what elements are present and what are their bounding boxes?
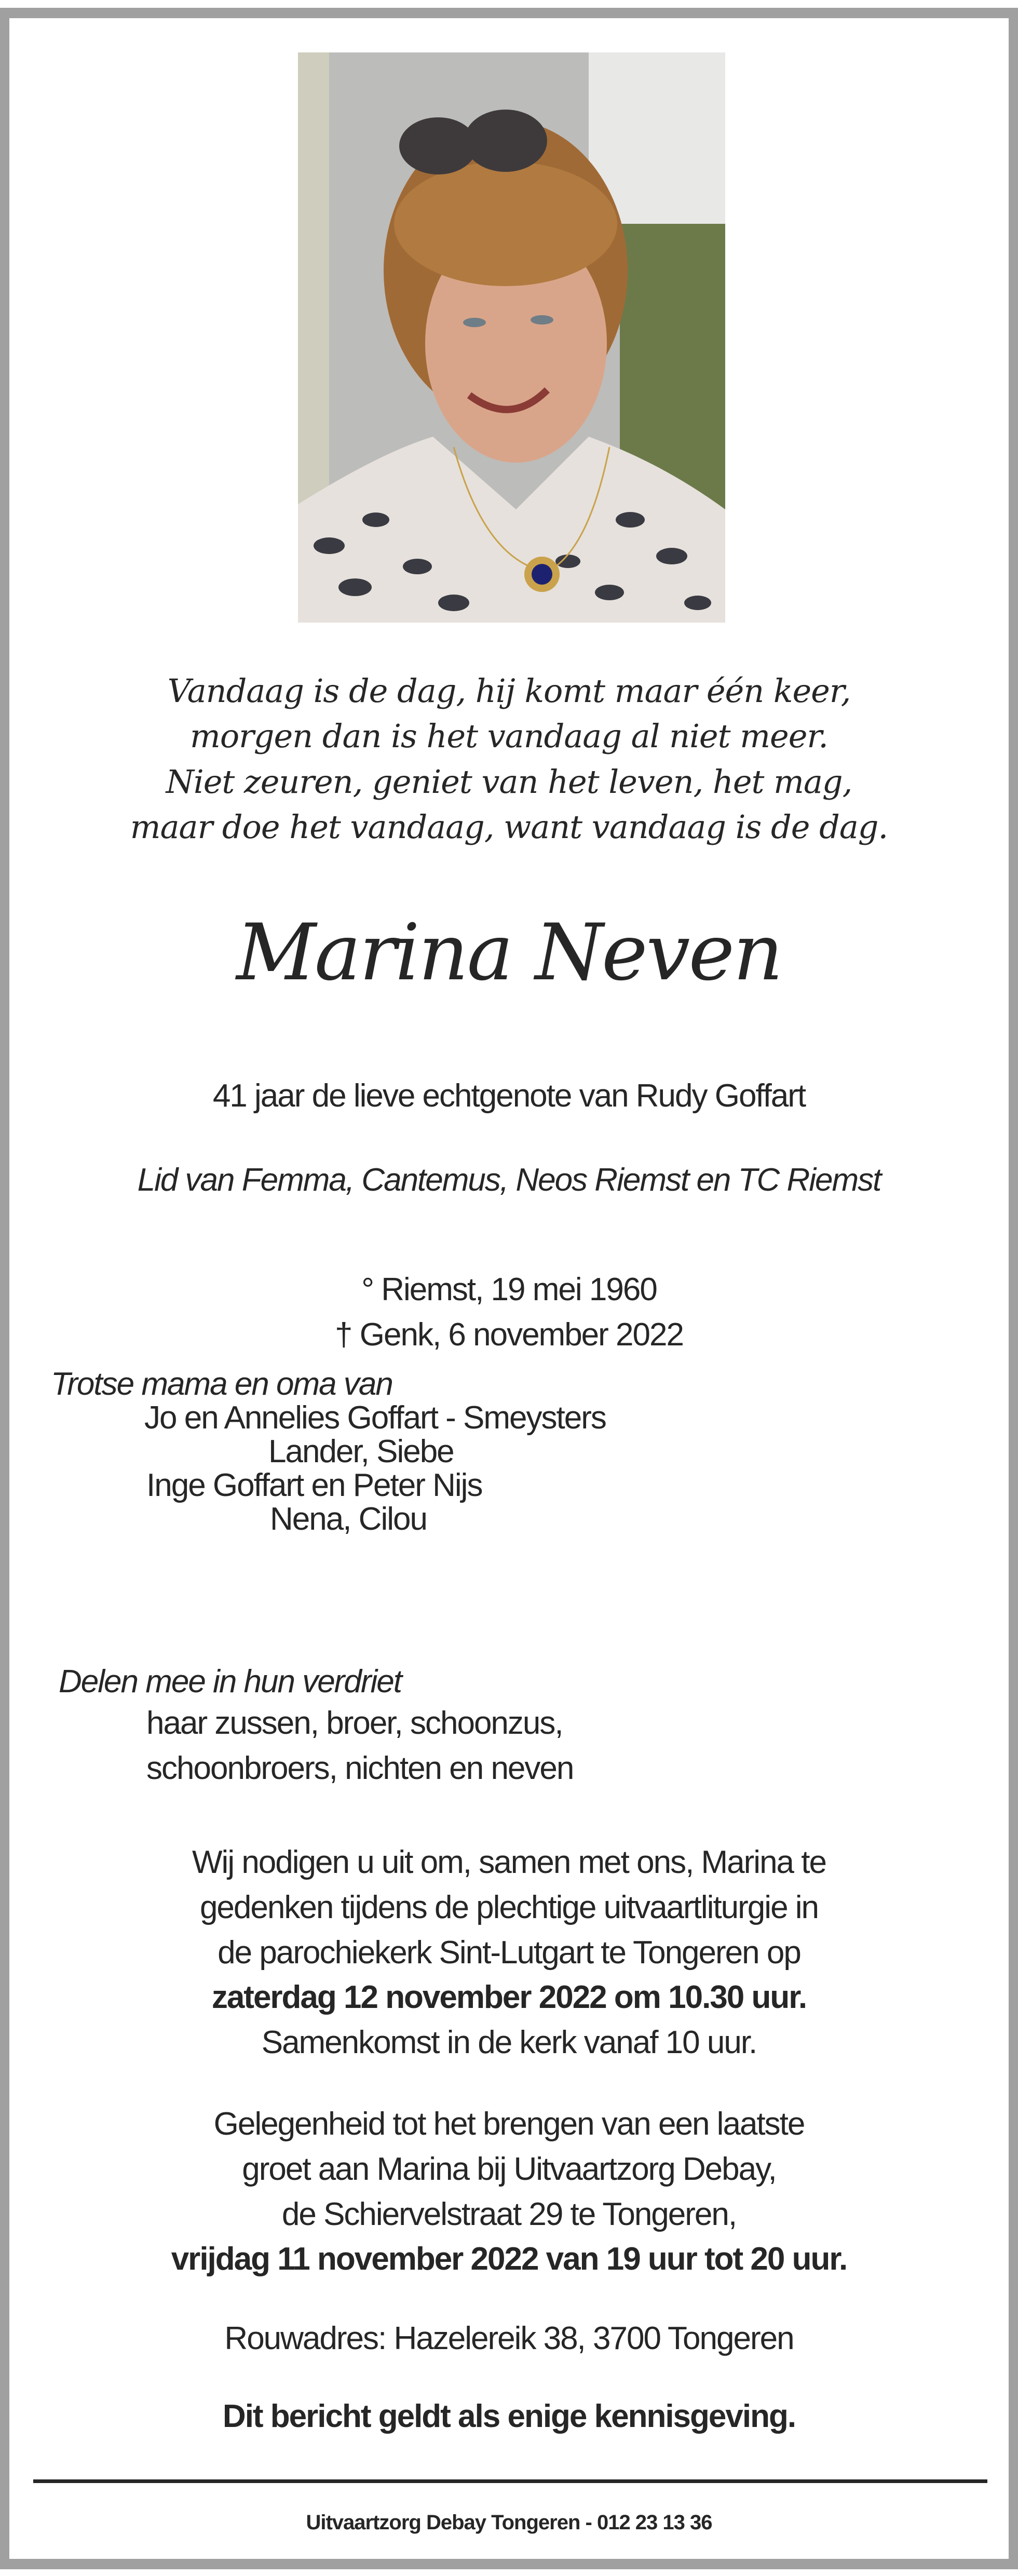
- visitation-datetime: vrijdag 11 november 2022 van 19 uur tot 20 uur.: [171, 2241, 847, 2277]
- death-line: † Genk, 6 november 2022: [335, 1317, 683, 1353]
- visitation-line: Gelegenheid tot het brengen van een laatste: [213, 2106, 805, 2142]
- visitation-line: groet aan Marina bij Uitvaartzorg Debay,: [242, 2151, 776, 2187]
- mourning-address: Rouwadres: Hazelereik 38, 3700 Tongeren: [224, 2321, 794, 2356]
- poem-line: morgen dan is het vandaag al niet meer.: [190, 717, 828, 755]
- service-gathering: Samenkomst in de kerk vanaf 10 uur.: [261, 2025, 757, 2060]
- mourners-heading: Delen mee in hun verdriet: [59, 1664, 401, 1700]
- birth-line: ° Riemst, 19 mei 1960: [361, 1272, 657, 1307]
- service-line: gedenken tijdens de plechtige uitvaartliturgie in: [199, 1890, 819, 1925]
- poem-line: Vandaag is de dag, hij komt maar één keer,: [167, 672, 851, 710]
- divider-rule: [33, 2479, 987, 2483]
- service-line: de parochiekerk Sint-Lutgart te Tongeren op: [218, 1935, 800, 1971]
- poem-line: maar doe het vandaag, want vandaag is de dag.: [130, 808, 888, 846]
- mourners-line: schoonbroers, nichten en neven: [146, 1750, 574, 1786]
- grandchildren: Nena, Cilou: [270, 1501, 427, 1537]
- notice-line: Dit bericht geldt als enige kennisgeving.: [222, 2398, 796, 2434]
- deceased-name: Marina Neven: [236, 908, 782, 998]
- membership-line: Lid van Femma, Cantemus, Neos Riemst en TC Riemst: [137, 1162, 881, 1198]
- grandchildren: Lander, Siebe: [268, 1434, 454, 1469]
- child-parents: Jo en Annelies Goffart - Smeysters: [144, 1400, 606, 1436]
- poem-line: Niet zeuren, geniet van het leven, het mag,: [166, 763, 852, 801]
- spouse-line: 41 jaar de lieve echtgenote van Rudy Goffart: [212, 1078, 806, 1114]
- visitation-line: de Schiervelstraat 29 te Tongeren,: [281, 2196, 737, 2232]
- child-parents: Inge Goffart en Peter Nijs: [146, 1467, 482, 1503]
- portrait-photo: [298, 52, 725, 623]
- family-heading: Trotse mama en oma van: [51, 1366, 392, 1402]
- mourners-line: haar zussen, broer, schoonzus,: [146, 1705, 563, 1741]
- funeral-home-footer: Uitvaartzorg Debay Tongeren - 012 23 13 36: [306, 2511, 712, 2534]
- service-line: Wij nodigen u uit om, samen met ons, Marina te: [192, 1844, 826, 1880]
- portrait-image: [298, 52, 725, 623]
- service-datetime: zaterdag 12 november 2022 om 10.30 uur.: [211, 1979, 807, 2015]
